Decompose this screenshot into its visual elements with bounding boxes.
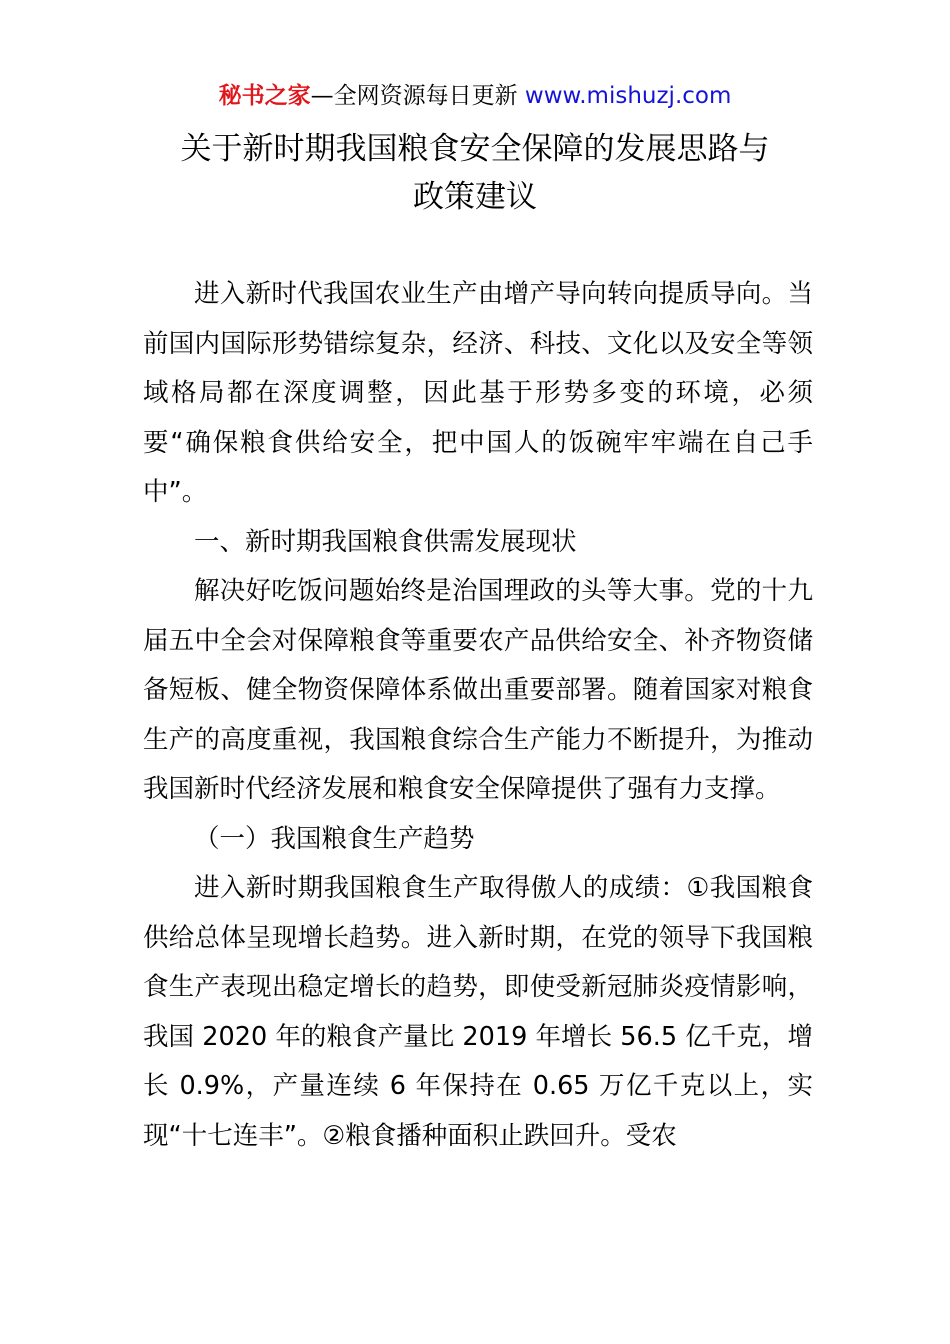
document-title	[0, 125, 950, 221]
document-body	[143, 270, 813, 1161]
body-paragraph: 进入新时期我国粮食生产取得傲人的成绩：①我国粮食供给总体呈现增长趋势。进入新时期，在党的领导下我国粮食生产表现出稳定增长的趋势，即使受新冠肺炎疫情影响，我国 2020 年的粮食产量比 2019 年增长 56.5 亿千克，增长 0.9%，产量连续 6 年保持在 0.65 万亿千克以上，实现“十七连丰”。②粮食播种面积止跌回升。受农	[143, 873, 813, 1151]
title-line-1: 关于新时期我国粮食安全保障的发展思路与	[180, 131, 770, 167]
section-heading-1: 一、新时期我国粮食供需发展现状	[194, 526, 577, 557]
body-paragraph: 解决好吃饭问题始终是治国理政的头等大事。党的十九届五中全会对保障粮食等重要农产品供给安全、补齐物资储备短板、健全物资保障体系做出重要部署。随着国家对粮食生产的高度重视，我国粮食综合生产能力不断提升，为推动我国新时代经济发展和粮食安全保障提供了强有力支撑。	[143, 576, 813, 804]
intro-paragraph: 进入新时代我国农业生产由增产导向转向提质导向。当前国内国际形势错综复杂，经济、科技、文化以及安全等领域格局都在深度调整，因此基于形势多变的环境，必须要“确保粮食供给安全，把中国人的饭碗牢牢端在自己手中”。	[143, 279, 813, 507]
site-tagline: —全网资源每日更新	[310, 83, 525, 109]
site-brand: 秘书之家	[218, 83, 311, 109]
site-header	[0, 80, 950, 112]
title-line-2: 政策建议	[413, 179, 537, 215]
site-url-link[interactable]: www.mishuzj.com	[524, 83, 732, 109]
subsection-heading-1: （一）我国粮食生产趋势	[194, 823, 475, 854]
